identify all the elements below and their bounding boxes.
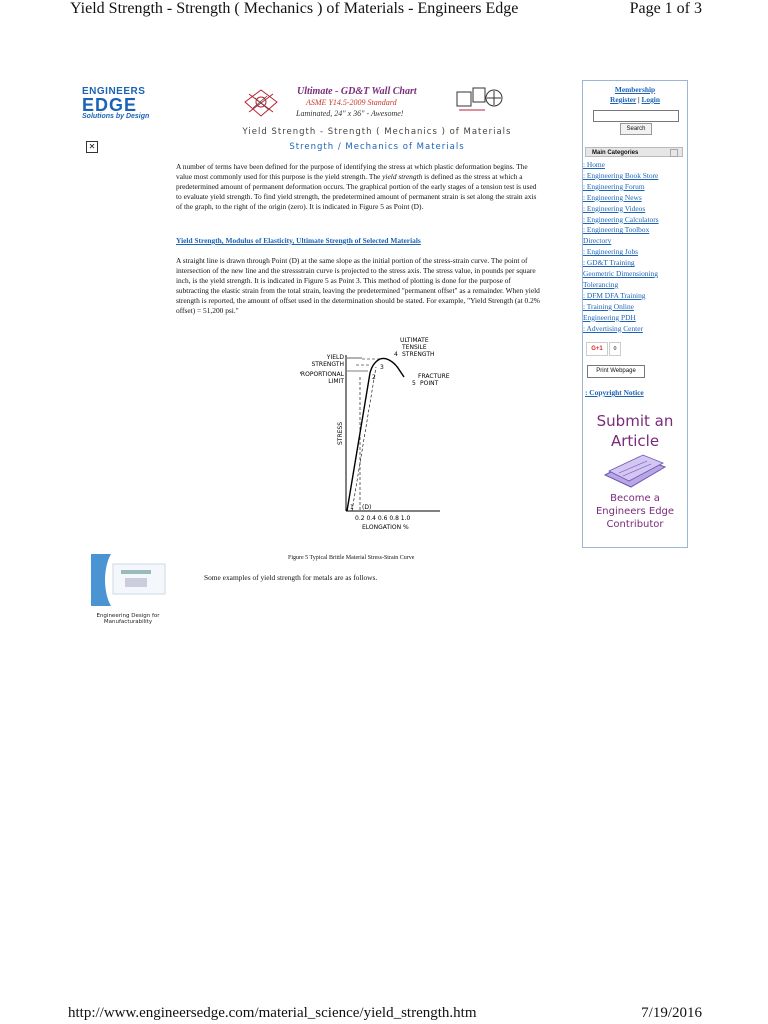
category-link[interactable]: : GD&T Training — [583, 258, 635, 268]
point-2: 2 — [372, 374, 376, 381]
sidebar — [582, 80, 688, 548]
stress-strain-figure — [300, 325, 500, 537]
dfm-book-ad[interactable] — [85, 554, 171, 628]
login-link[interactable]: Login — [641, 95, 660, 104]
point-d: (D) — [362, 504, 372, 511]
print-page-number: Page 1 of 3 — [629, 0, 702, 17]
category-link[interactable]: : DFM DFA Training — [583, 290, 646, 300]
book-caption2: Manufacturability — [103, 619, 153, 625]
point-1: 1 — [350, 504, 354, 511]
paper-stack-icon — [599, 453, 669, 489]
category-list — [583, 160, 687, 335]
banner-line2: ASME Y14.5-2009 Standard — [306, 98, 397, 107]
print-footer-date: 7/19/2016 — [641, 1005, 702, 1021]
paragraph1-end: is defined as the stress at which a predetermined amount of permanent deformation occurs. The graphical portion of the early stages of a tension test is used to evaluate yield strength. To find yield strength, the predetermined amount of permanent strain is set along the strain axis of the graph, to the right of the origin (zero). It is indicated in Figure 5 as Point (D). — [176, 172, 537, 211]
banner-line1: Ultimate - GD&T Wall Chart — [297, 86, 417, 97]
register-link[interactable]: Register — [610, 95, 637, 104]
logo-tagline: Solutions by Design — [82, 113, 150, 120]
google-plus-button[interactable]: G+1 — [586, 342, 608, 356]
label-uts2: TENSILE — [402, 344, 427, 351]
x-axis-label: ELONGATION % — [362, 524, 409, 531]
label-fracture1: FRACTURE — [418, 373, 450, 380]
category-link[interactable]: : Engineering News — [583, 192, 642, 202]
paragraph1-start: A number of terms have been defined for the purpose of identifying the stress at which plastic deformation begins. The value most commonly used for this purpose is the yield strength. The — [176, 162, 528, 181]
share-count: 0 — [609, 342, 621, 356]
point-5: 5 — [412, 380, 416, 387]
page-heading: Yield Strength - Strength ( Mechanics ) of Materials — [242, 127, 512, 137]
print-webpage-button[interactable]: Print Webpage — [587, 365, 645, 378]
membership-link[interactable]: Membership — [614, 85, 656, 94]
point-4: 4 — [394, 351, 398, 358]
label-yield2: STRENGTH — [311, 361, 344, 368]
main-categories-title: Main Categories — [592, 150, 639, 156]
label-stress: STRESS — [337, 421, 344, 445]
label-uts3: STRENGTH — [402, 351, 435, 358]
label-prop1: PROPORTIONAL — [300, 371, 344, 378]
engineers-edge-logo[interactable] — [82, 86, 177, 120]
x-tick-labels: 0.2 0.4 0.6 0.8 1.0 — [355, 515, 411, 522]
membership-box — [583, 85, 687, 105]
book-cover-image — [85, 554, 171, 606]
examples-intro: Some examples of yield strength for metals are as follows. — [204, 573, 378, 582]
collapse-icon[interactable] — [670, 149, 678, 157]
search-button[interactable]: Search — [620, 123, 652, 135]
category-link[interactable]: : Engineering Toolbox — [583, 225, 650, 235]
print-footer-url: http://www.engineersedge.com/material_science/yield_strength.htm — [68, 1005, 477, 1021]
gdt-wall-chart-banner[interactable] — [241, 82, 505, 124]
category-link[interactable]: : Engineering Forum — [583, 181, 645, 191]
elastic-line — [347, 373, 370, 511]
category-link[interactable]: : Engineering Videos — [583, 203, 646, 213]
contributor-ad[interactable] — [583, 492, 687, 531]
broken-image-icon: ✕ — [86, 141, 98, 153]
print-header-title: Yield Strength - Strength ( Mechanics ) of Materials - Engineers Edge — [70, 0, 519, 17]
copyright-notice-link[interactable]: : Copyright Notice — [585, 388, 644, 397]
submit-article-ad[interactable] — [583, 411, 687, 451]
offset-line — [352, 367, 376, 511]
contrib-line2: Engineers Edge — [595, 506, 675, 517]
category-link[interactable]: : Advertising Center — [583, 323, 643, 333]
materials-table-link[interactable]: Yield Strength, Modulus of Elasticity, Ultimate Strength of Selected Materials — [176, 236, 421, 245]
logo-line1: ENGINEERS — [82, 86, 146, 97]
submit-line1: Submit an — [596, 412, 674, 430]
category-link[interactable]: Directory — [583, 236, 612, 246]
breadcrumb-link[interactable]: Strength / Mechanics of Materials — [289, 142, 465, 152]
figure-caption: Figure 5 Typical Brittle Material Stress-Strain Curve — [288, 555, 415, 561]
stress-strain-diagram — [300, 325, 500, 537]
main-categories-header — [585, 147, 683, 157]
search-input[interactable] — [593, 110, 679, 122]
category-link[interactable]: : Engineering Book Store — [583, 170, 659, 180]
register-login-separator: | — [636, 95, 642, 104]
paragraph-yield-definition — [176, 162, 544, 212]
contrib-line3: Contributor — [606, 519, 664, 530]
submit-line2: Article — [610, 432, 660, 450]
category-link[interactable]: Tolerancing — [583, 279, 619, 289]
category-link[interactable]: : Engineering Calculators — [583, 214, 659, 224]
contrib-line1: Become a — [610, 493, 660, 504]
label-fracture2: POINT — [420, 380, 439, 387]
label-prop2: LIMIT — [328, 378, 344, 385]
paragraph1-emphasis: yield strength — [382, 172, 423, 181]
category-link[interactable]: : Home — [583, 160, 605, 169]
label-uts1: ULTIMATE — [400, 337, 429, 344]
banner-line3: Laminated, 24" x 36" - Awesome! — [296, 109, 404, 118]
paragraph-offset-method: A straight line is drawn through Point (D) at the same slope as the initial portion of the stress-strain curve. The point of intersection of the new line and the stressstrain curve is projected to the stress axis. The stress value, in pounds per square inch, is the yield strength. It is indicated in Figure 5 as Point 3. This method of plotting is done for the purpose of subtracting the elastic strain from the total strain, leaving the predetermined "permanent offset" as a remainder. When yield strength is reported, the amount of offset used in the determination should be stated. For example, "Yield Strength (at 0.2% offset) = 51,200 psi." — [176, 256, 540, 315]
label-yield1: YIELD — [326, 354, 344, 361]
point-3: 3 — [380, 364, 384, 371]
book-caption1: Engineering Design for — [96, 613, 160, 619]
category-link[interactable]: Geometric Dimensioning — [583, 269, 658, 279]
category-link[interactable]: Engineering PDH — [583, 312, 636, 322]
category-link[interactable]: : Engineering Jobs — [583, 247, 639, 257]
category-link[interactable]: : Training Online — [583, 301, 634, 311]
logo-line2: EDGE — [82, 95, 138, 115]
